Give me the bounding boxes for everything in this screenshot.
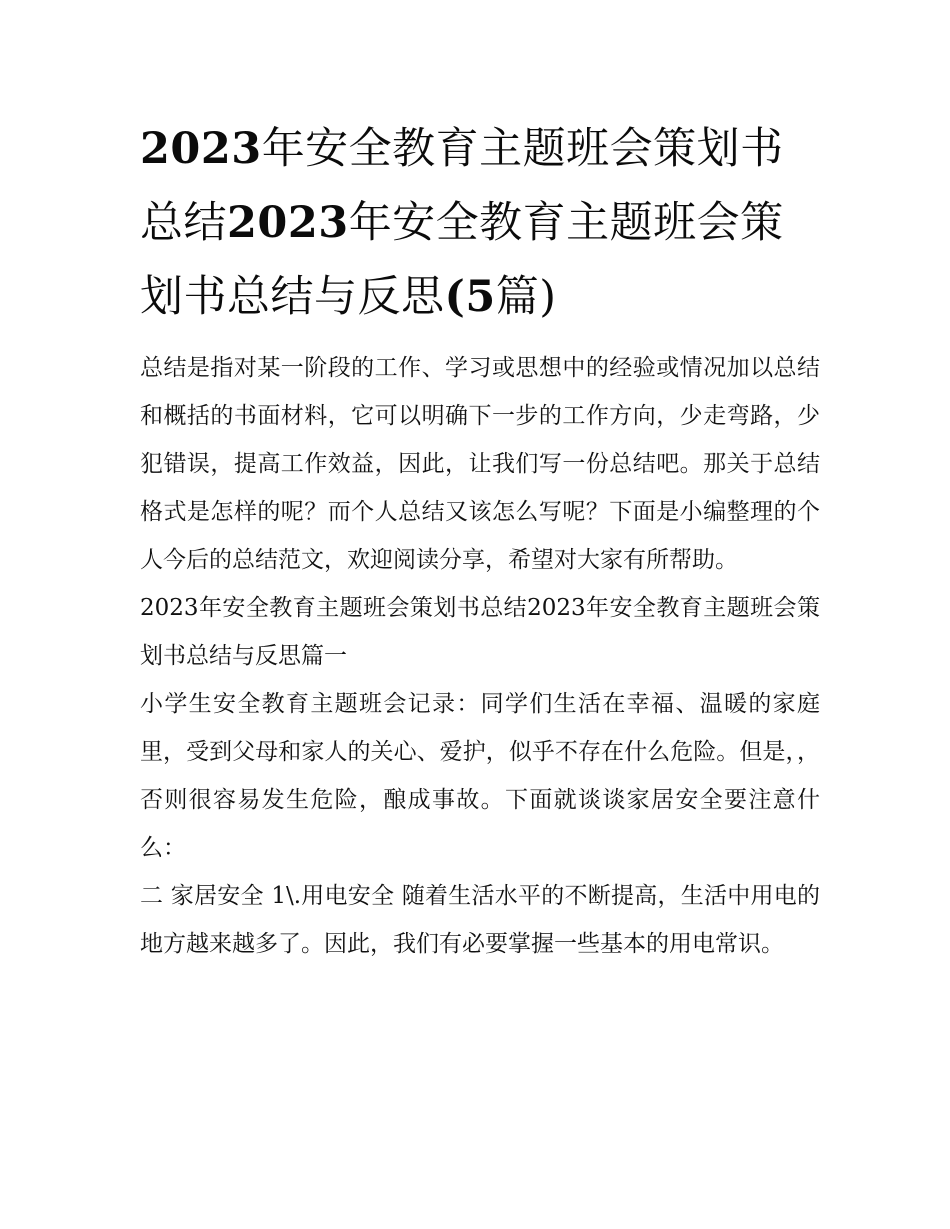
- title-text-3: 篇): [495, 272, 557, 322]
- document-page: [140, 112, 820, 968]
- title-year-2: 2023: [227, 198, 349, 248]
- body-paragraph-2: 二 家居安全 1\.用电安全 随着生活水平的不断提高，生活中用电的地方越来越多了。因此，我们有必要掌握一些基本的用电常识。: [140, 883, 820, 957]
- title-text-2: 年安全教育主题班会策划书总结与反思: [140, 198, 784, 322]
- title-text-1: 年安全教育主题班会策划书总结: [140, 124, 784, 248]
- title-year-1: 2023: [140, 124, 262, 174]
- intro-paragraph: 总结是指对某一阶段的工作、学习或思想中的经验或情况加以总结和概括的书面材料，它可以明确下一步的工作方向，少走弯路，少犯错误，提高工作效益，因此，让我们写一份总结吧。那关于总结格式是怎样的呢？而个人总结又该怎么写呢？下面是小编整理的个人今后的总结范文，欢迎阅读分享，希望对大家有所帮助。: [140, 355, 820, 573]
- title-count: (5: [444, 272, 496, 322]
- section-heading-paragraph: 2023年安全教育主题班会策划书总结2023年安全教育主题班会策划书总结与反思篇一: [140, 595, 820, 669]
- body-paragraph-1: 小学生安全教育主题班会记录：同学们生活在幸福、温暖的家庭里，受到父母和家人的关心、爱护，似乎不存在什么危险。但是，，否则很容易发生危险，酿成事故。下面就谈谈家居安全要注意什么：: [140, 691, 820, 861]
- document-title: [140, 112, 820, 334]
